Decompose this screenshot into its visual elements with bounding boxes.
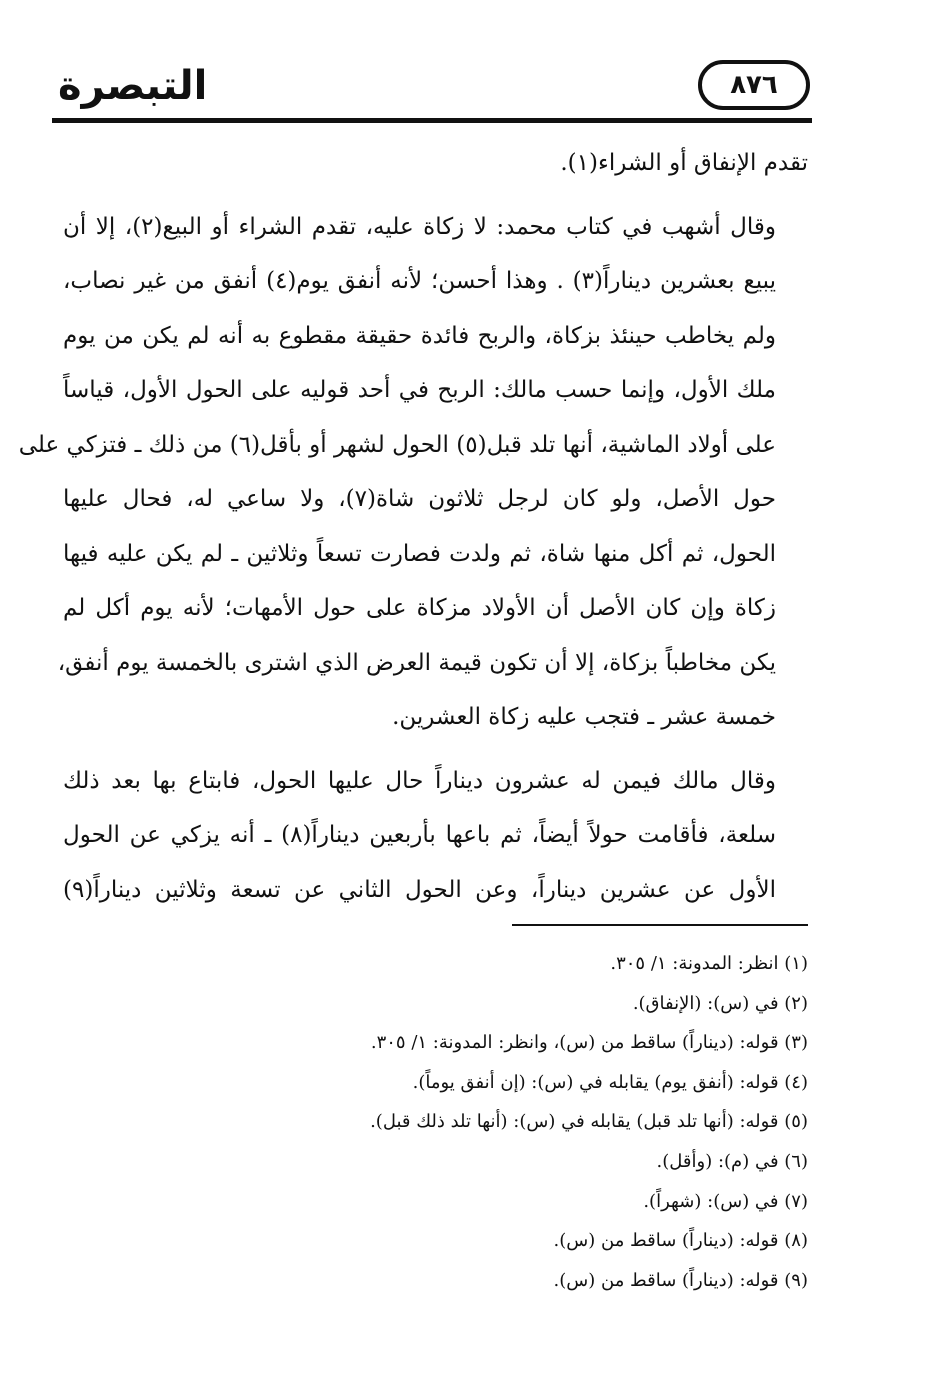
footnote: (٥) قوله: (أنها تلد قبل) يقابله في (س): (أنها تلد ذلك قبل). — [370, 1111, 808, 1133]
book-title: التبصرة — [58, 63, 208, 109]
main-text — [18, 136, 808, 917]
footnote: (٤) قوله: (أنفق يوم) يقابله في (س): (إن أنفق يوماً). — [412, 1071, 808, 1093]
paragraph — [18, 200, 808, 745]
footnote: (٨) قوله: (ديناراً) ساقط من (س). — [553, 1230, 808, 1252]
footnote: (٧) في (س): (شهراً). — [643, 1190, 808, 1212]
footnote-separator — [512, 924, 808, 926]
footnote: (١) انظر: المدونة: ١/ ٣٠٥. — [610, 953, 808, 974]
header-rule — [52, 118, 812, 123]
paragraph — [63, 754, 808, 918]
text-line: الحول، ثم أكل منها شاة، ثم ولدت فصارت تسعاً وثلاثين ـ لم يكن عليه فيها — [63, 540, 776, 567]
text-line: ملك الأول، وإنما حسب مالك: الربح في أحد قوليه على الحول الأول، قياساً — [63, 377, 776, 403]
text-line: زكاة وإن كان الأصل أن الأولاد مزكاة على حول الأمهات؛ لأنه يوم أكل لم — [63, 595, 776, 621]
text-line: يكن مخاطباً بزكاة، إلا أن تكون قيمة العرض الذي اشترى بالخمسة يوم أنفق، — [57, 649, 776, 676]
footnote: (٣) قوله: (ديناراً) ساقط من (س)، وانظر: المدونة: ١/ ٣٠٥. — [370, 1032, 808, 1054]
text-line: وقال مالك فيمن له عشرون ديناراً حال عليها الحول، فابتاع بها بعد ذلك — [63, 767, 776, 794]
footnote: (٢) في (س): (الإنفاق). — [632, 992, 808, 1014]
text-line: وقال أشهب في كتاب محمد: لا زكاة عليه، تقدم الشراء أو البيع(٢)، إلا أن — [63, 213, 776, 240]
text-line: خمسة عشر ـ فتجب عليه زكاة العشرين. — [392, 704, 776, 730]
page-number: ٨٧٦ — [730, 70, 778, 100]
text-line: تقدم الإنفاق أو الشراء(١). — [560, 150, 808, 176]
page-number-frame — [698, 60, 810, 110]
text-line: حول الأصل، ولو كان لرجل ثلاثون شاة(٧)، ولا ساعي له، فحال عليها — [63, 486, 776, 512]
footnote: (٩) قوله: (ديناراً) ساقط من (س). — [553, 1269, 808, 1291]
text-line: سلعة، فأقامت حولاً أيضاً، ثم باعها بأربعين ديناراً(٨) ـ أنه يزكي عن الحول — [63, 822, 777, 848]
paragraph — [63, 136, 808, 191]
text-line: ولم يخاطب حينئذ بزكاة، والربح فائدة حقيقة مقطوع به أنه لم يكن من يوم — [63, 322, 776, 349]
text-line: الأول عن عشرين ديناراً، وعن الحول الثاني عن تسعة وثلاثين ديناراً(٩) — [63, 876, 776, 903]
footnote: (٦) في (م): (وأقل). — [656, 1150, 808, 1172]
text-line: على أولاد الماشية، أنها تلد قبل(٥) الحول لشهر أو بأقل(٦) من ذلك ـ فتزكي على — [18, 431, 776, 458]
footnotes — [200, 944, 808, 1300]
text-line: يبيع بعشرين ديناراً(٣) . وهذا أحسن؛ لأنه أنفق يوم(٤) أنفق من غير نصاب، — [63, 268, 776, 294]
page-header — [52, 58, 812, 128]
